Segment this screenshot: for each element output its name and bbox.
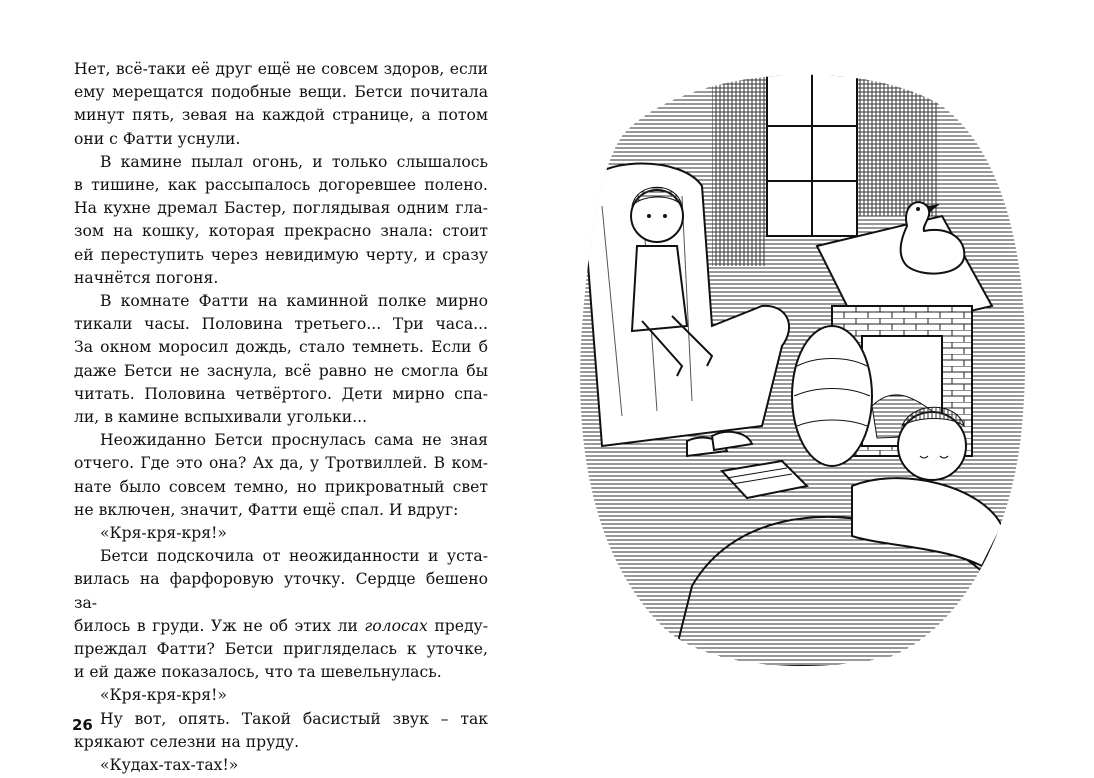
text-line-content: В комнате Фатти на каминной полке мирно (100, 292, 488, 311)
text-line (74, 81, 488, 104)
text-line-tail: преду- (427, 616, 489, 635)
body-text (74, 58, 488, 777)
text-line-content: вилась на фарфоровую уточку. Сердце бешено за- (74, 570, 488, 612)
text-line-content: минут пять, зевая на каждой странице, а потом (74, 106, 488, 125)
text-line (74, 638, 488, 661)
text-line-content: нате было совсем темно, но прикроватный свет (74, 477, 488, 496)
text-line-content: отчего. Где это она? Ах да, у Тротвиллей. В ком- (74, 454, 488, 473)
text-line-content: Неожиданно Бетси проснулась сама не зная (100, 431, 488, 450)
text-line-content: На кухне дремал Бастер, поглядывая одним гла- (74, 199, 488, 218)
text-line (74, 313, 488, 336)
text-line-content: начнётся погоня. (74, 268, 219, 287)
text-line (74, 406, 488, 429)
text-line-content: Нет, всё-таки её друг ещё не совсем здоров, если (74, 60, 488, 78)
text-line-content: крякают селезни на пруду. (74, 732, 300, 751)
text-line (74, 58, 488, 81)
text-line (74, 429, 488, 452)
text-line (74, 754, 488, 777)
text-line-content: читать. Половина четвёртого. Дети мирно спа- (74, 384, 488, 403)
text-line (74, 568, 488, 614)
text-line (74, 290, 488, 313)
text-line-content: «Кря-кря-кря!» (100, 524, 227, 543)
text-line (74, 731, 488, 754)
text-line-content: Бетси подскочила от неожиданности и уста- (100, 547, 488, 566)
text-line (74, 128, 488, 151)
text-line (74, 244, 488, 267)
text-line-content: и ей даже показалось, что та шевельнулась. (74, 663, 442, 682)
text-line-content: ей переступить через невидимую черту, и сразу (74, 245, 488, 264)
text-line (74, 151, 488, 174)
text-line (74, 476, 488, 499)
text-line (74, 197, 488, 220)
text-line (74, 383, 488, 406)
text-line-content: билось в груди. Уж не об этих ли (74, 616, 365, 635)
text-line-content: преждал Фатти? Бетси пригляделась к уточке, (74, 640, 488, 659)
text-line (74, 360, 488, 383)
bedroom-illustration (562, 66, 1030, 666)
text-line-content: ему мерещатся подобные вещи. Бетси почитала (74, 83, 488, 102)
text-line-content: зом на кошку, которая прекрасно знала: стоит (74, 222, 488, 241)
text-line (74, 220, 488, 243)
text-line (74, 452, 488, 475)
text-line-content: в тишине, как рассыпалось догоревшее полено. (74, 176, 488, 195)
text-line (74, 104, 488, 127)
text-line-content: не включен, значит, Фатти ещё спал. И вдруг: (74, 500, 459, 519)
page-number: 26 (72, 716, 93, 734)
text-line (74, 684, 488, 707)
text-line-content: тикали часы. Половина третьего... Три часа... (74, 315, 488, 334)
emphasized-word: голосах (364, 616, 428, 635)
text-line-content: «Кудах-тах-тах!» (100, 756, 239, 775)
text-line-content: Ну вот, опять. Такой басистый звук – так (100, 709, 488, 728)
text-line-content: ли, в камине вспыхивали угольки... (74, 408, 368, 427)
text-line-content: даже Бетси не заснула, всё равно не смогла бы (74, 361, 488, 380)
text-line (74, 545, 488, 568)
text-line (74, 615, 488, 638)
text-line (74, 267, 488, 290)
text-line-content: «Кря-кря-кря!» (100, 686, 227, 705)
text-line-content: За окном моросил дождь, стало темнеть. Если б (74, 338, 488, 357)
text-line (74, 499, 488, 522)
text-line (74, 174, 488, 197)
text-line (74, 708, 488, 731)
text-line (74, 336, 488, 359)
text-line-content: В камине пылал огонь, и только слышалось (100, 152, 488, 171)
text-line (74, 661, 488, 684)
text-line-content: они с Фатти уснули. (74, 129, 241, 148)
text-line (74, 522, 488, 545)
